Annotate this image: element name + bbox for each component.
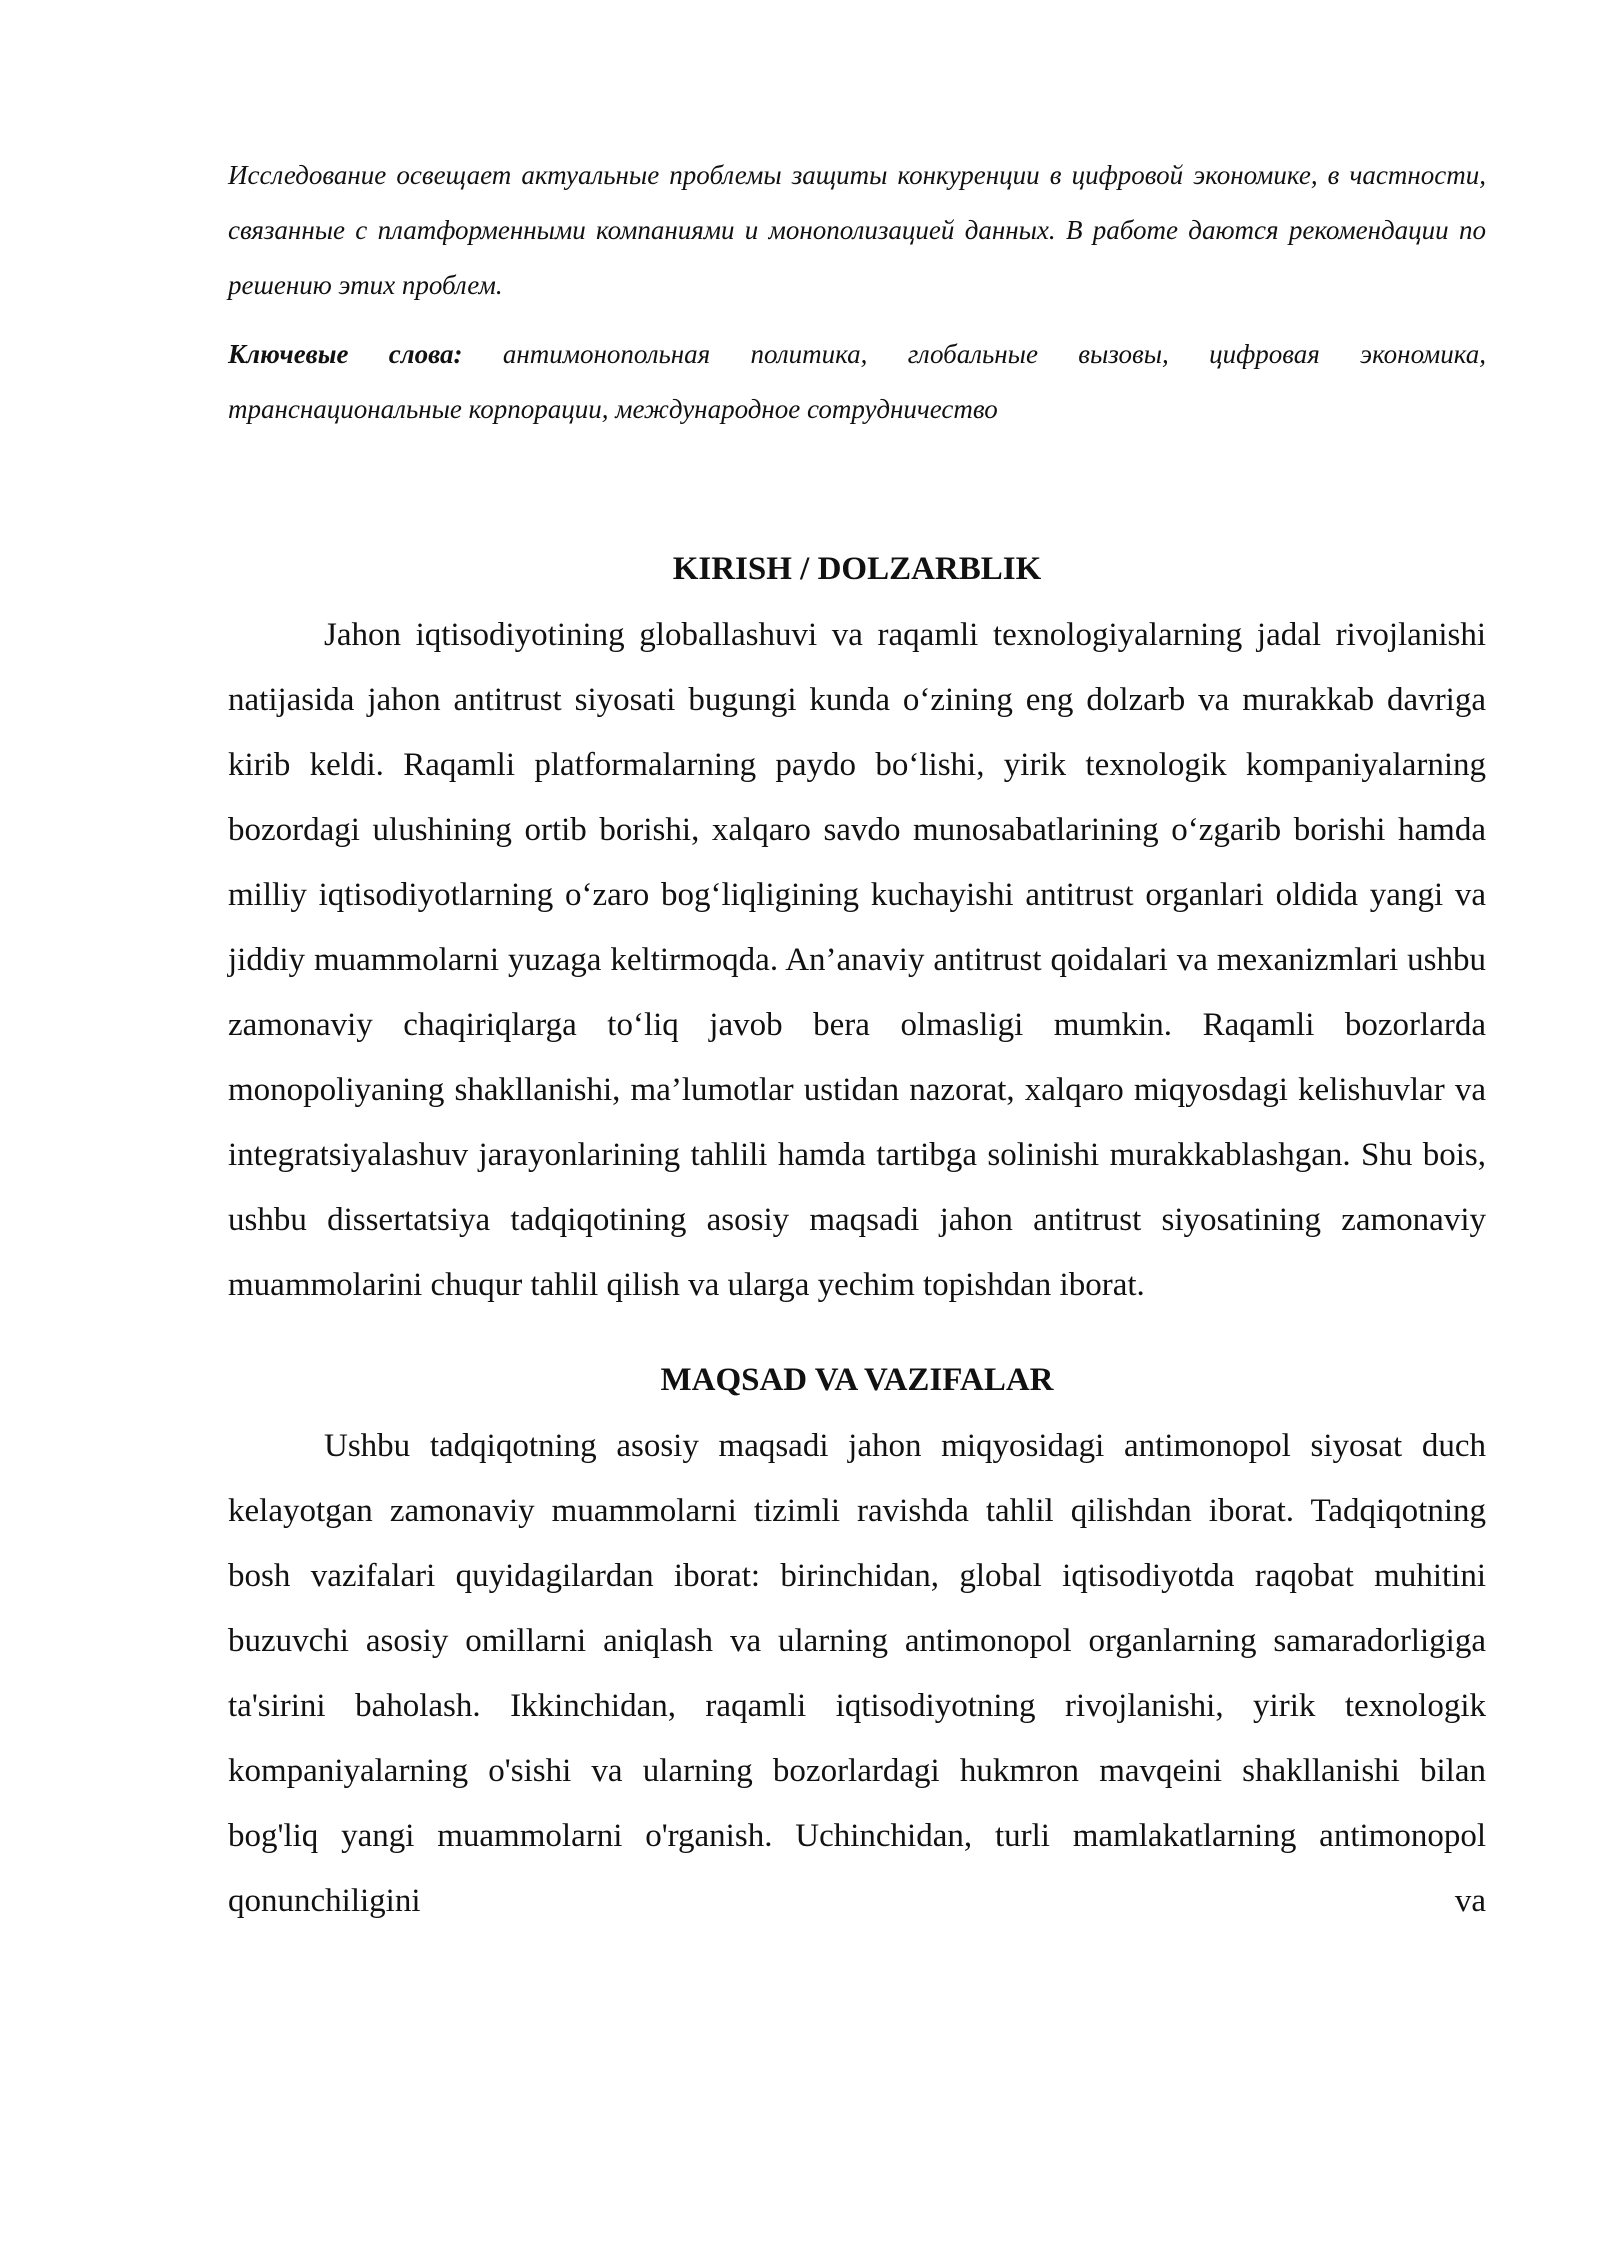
section-heading-goals: MAQSAD VA VAZIFALAR: [660, 1362, 1054, 1398]
keywords-label: Ключевые слова:: [228, 339, 463, 369]
abstract-paragraph: Исследование освещает актуальные проблемы защиты конкуренции в цифровой экономике, в частности, связанные с платформенными компаниями и монополизацией данных. В работе даются рекомендации по решению этих проблем.: [228, 160, 1486, 300]
keywords-paragraph: [228, 327, 1486, 437]
document-page: [228, 148, 1486, 1934]
intro-paragraph: Jahon iqtisodiyotining globallashuvi va raqamli texnologiyalarning jadal rivojlanishi natijasida jahon antitrust siyosati bugungi kunda o‘zining eng dolzarb va murakkab davriga kirib keldi. Raqamli platformalarning paydo bo‘lishi, yirik texnologik kompaniyalarning bozordagi ulushining ortib borishi, xalqaro savdo munosabatlarining o‘zgarib borishi hamda milliy iqtisodiyotlarning o‘zaro bog‘liqligining kuchayishi antitrust organlari oldida yangi va jiddiy muammolarni yuzaga keltirmoqda. An’anaviy antitrust qoidalari va mexanizmlari ushbu zamonaviy chaqiriqlarga to‘liq javob bera olmasligi mumkin. Raqamli bozorlarda monopoliyaning shakllanishi, ma’lumotlar ustidan nazorat, xalqaro miqyosdagi kelishuvlar va integratsiyalashuv jarayonlarining tahlili hamda tartibga solinishi murakkablashgan. Shu bois, ushbu dissertatsiya tadqiqotining asosiy maqsadi jahon antitrust siyosatining zamonaviy muammolarini chuqur tahlil qilish va ularga yechim topishdan iborat.: [228, 617, 1486, 1303]
goals-paragraph: Ushbu tadqiqotning asosiy maqsadi jahon miqyosidagi antimonopol siyosat duch kelayotgan zamonaviy muammolarni tizimli ravishda tahlil qilishdan iborat. Tadqiqotning bosh vazifalari quyidagilardan iborat: birinchidan, global iqtisodiyotda raqobat muhitini buzuvchi asosiy omillarni aniqlash va ularning antimonopol organlarning samaradorligiga ta'sirini baholash. Ikkinchidan, raqamli iqtisodiyotning rivojlanishi, yirik texnologik kompaniyalarning o'sishi va ularning bozorlardagi hukmron mavqeini shakllanishi bilan bog'liq yangi muammolarni o'rganish. Uchinchidan, turli mamlakatlarning antimonopol qonunchiligini va: [228, 1428, 1486, 1919]
section-heading-intro: KIRISH / DOLZARBLIK: [672, 551, 1042, 587]
keywords-text: антимонопольная политика, глобальные вызовы, цифровая экономика, транснациональные корпорации, международное сотрудничество: [228, 339, 1486, 424]
